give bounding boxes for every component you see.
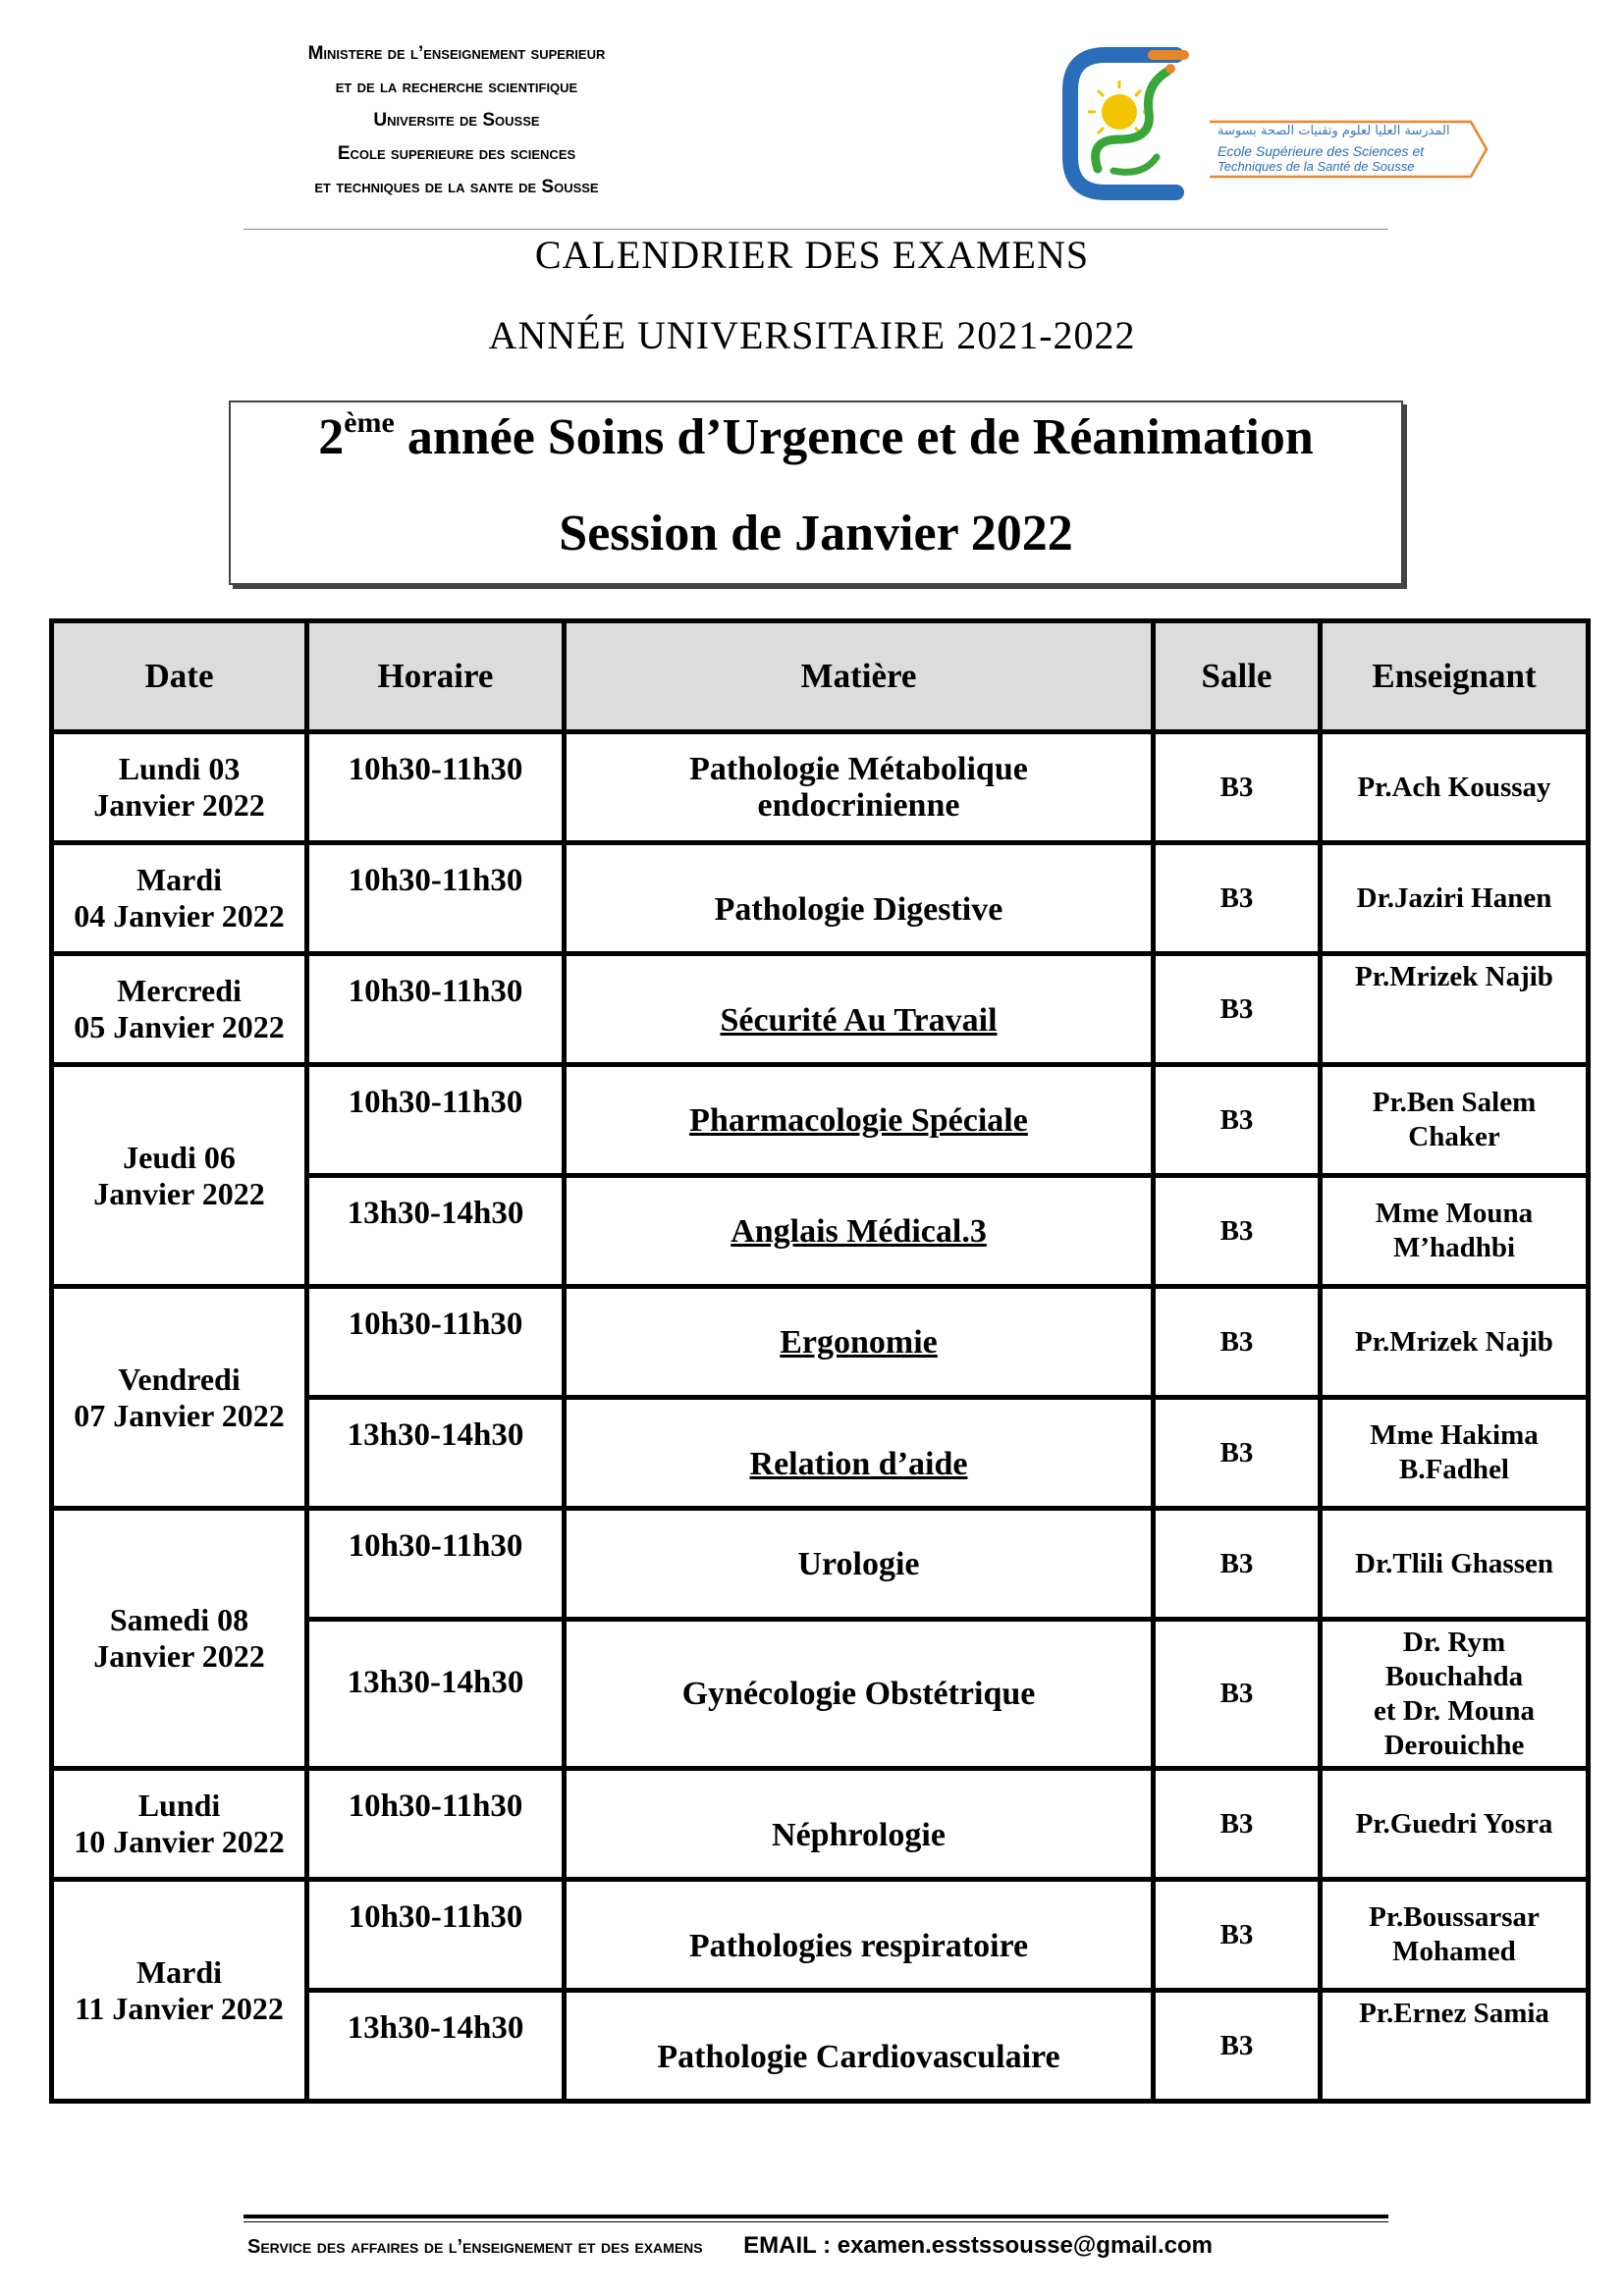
footer-email-label: EMAIL : xyxy=(743,2232,838,2259)
subject-cell xyxy=(565,1398,1154,1509)
table-row xyxy=(52,1287,1589,1398)
date-day: Lundi xyxy=(137,1788,221,1823)
room-cell: B3 xyxy=(1154,1991,1321,2102)
date-cell xyxy=(52,1880,307,2102)
ministry-line: et techniques de la sante de Sousse xyxy=(314,177,599,197)
time-cell: 10h30-11h30 xyxy=(307,1509,565,1620)
date-cell xyxy=(52,954,307,1065)
teacher-line: Pr.Guedri Yosra xyxy=(1355,1807,1553,1840)
teacher-line: Pr.Mrizek Najib xyxy=(1355,1325,1553,1358)
table-row xyxy=(52,954,1589,1065)
date-month: Janvier 2022 xyxy=(93,1638,265,1674)
subject-line: Sécurité Au Travail xyxy=(720,1001,998,1039)
room-cell: B3 xyxy=(1154,1509,1321,1620)
subject-line: Pathologie Digestive xyxy=(714,890,1003,928)
time-cell: 10h30-11h30 xyxy=(307,954,565,1065)
school-logo xyxy=(1058,41,1490,213)
subject-line: Ergonomie xyxy=(780,1323,938,1361)
subject-cell xyxy=(565,1620,1154,1769)
teacher-cell xyxy=(1321,1991,1589,2102)
room-cell: B3 xyxy=(1154,1176,1321,1287)
teacher-line: B.Fadhel xyxy=(1399,1454,1509,1485)
date-month: 07 Janvier 2022 xyxy=(74,1397,285,1433)
teacher-line: Pr.Mrizek Najib xyxy=(1355,961,1553,992)
academic-year-title: ANNÉE UNIVERSITAIRE 2021-2022 xyxy=(488,313,1136,357)
time-cell: 13h30-14h30 xyxy=(307,1620,565,1769)
date-day: Lundi 03 xyxy=(118,751,241,786)
table-row xyxy=(52,1065,1589,1176)
subject-line: endocrinienne xyxy=(757,787,960,824)
teacher-cell xyxy=(1321,1176,1589,1287)
teacher-cell xyxy=(1321,1769,1589,1880)
teacher-cell xyxy=(1321,1880,1589,1991)
teacher-cell xyxy=(1321,1620,1589,1769)
footer xyxy=(247,2232,1213,2260)
subject-line: Anglais Médical.3 xyxy=(731,1212,987,1250)
teacher-line: Mme Mouna xyxy=(1375,1198,1534,1229)
date-month: 10 Janvier 2022 xyxy=(74,1824,285,1859)
program-level-number: 2 xyxy=(318,409,345,465)
teacher-cell xyxy=(1321,1065,1589,1176)
subject-cell xyxy=(565,1991,1154,2102)
subject-cell xyxy=(565,954,1154,1065)
time-cell: 10h30-11h30 xyxy=(307,1287,565,1398)
subject-cell xyxy=(565,843,1154,954)
date-cell xyxy=(52,1287,307,1509)
teacher-line: Dr.Jaziri Hanen xyxy=(1356,881,1552,914)
column-header-time: Horaire xyxy=(307,621,565,732)
teacher-line: Pr.Ben Salem xyxy=(1372,1087,1537,1118)
date-cell xyxy=(52,1509,307,1769)
room-cell: B3 xyxy=(1154,1769,1321,1880)
date-day: Jeudi 06 xyxy=(123,1139,236,1175)
teacher-cell xyxy=(1321,1398,1589,1509)
teacher-cell xyxy=(1321,1287,1589,1398)
program-level-suffix: ème xyxy=(344,406,395,439)
teacher-line: Pr.Ernez Samia xyxy=(1359,1998,1549,2029)
subject-cell xyxy=(565,1880,1154,1991)
exam-schedule-table xyxy=(49,618,1591,2104)
table-row xyxy=(52,1880,1589,1991)
room-cell: B3 xyxy=(1154,1620,1321,1769)
logo-emblem-icon xyxy=(1058,41,1216,208)
date-day: Vendredi xyxy=(118,1361,241,1397)
table-row xyxy=(52,1509,1589,1620)
subject-cell xyxy=(565,1509,1154,1620)
date-day: Mercredi xyxy=(117,973,242,1008)
footer-divider-thin xyxy=(244,2221,1388,2222)
table-header-row xyxy=(52,621,1589,732)
teacher-cell xyxy=(1321,1509,1589,1620)
teacher-cell xyxy=(1321,732,1589,843)
subject-line: Pathologies respiratoire xyxy=(688,1927,1029,1964)
subject-line: Pharmacologie Spéciale xyxy=(689,1101,1028,1139)
ministry-line: Ecole superieure des sciences xyxy=(337,143,576,164)
program-title xyxy=(231,408,1401,466)
teacher-line: Derouichhe xyxy=(1383,1729,1525,1761)
subject-cell xyxy=(565,1065,1154,1176)
teacher-line: Dr.Tlili Ghassen xyxy=(1355,1547,1553,1579)
logo-arabic-text: المدرسة العليا لعلوم وتقنيات الصحة بسوسة xyxy=(1218,124,1450,138)
date-cell xyxy=(52,1065,307,1287)
time-cell: 10h30-11h30 xyxy=(307,1880,565,1991)
session-title: Session de Janvier 2022 xyxy=(559,506,1073,561)
subject-cell xyxy=(565,1769,1154,1880)
footer-service: Service des affaires de l’enseignement et des examens xyxy=(247,2236,703,2258)
room-cell: B3 xyxy=(1154,1880,1321,1991)
column-header-subject: Matière xyxy=(565,621,1154,732)
subject-line: Néphrologie xyxy=(772,1816,946,1853)
date-month: 11 Janvier 2022 xyxy=(75,1990,284,2026)
program-box xyxy=(229,400,1403,585)
date-day: Mardi xyxy=(135,1953,223,1990)
table-row xyxy=(52,732,1589,843)
column-header-room: Salle xyxy=(1154,621,1321,732)
time-cell: 13h30-14h30 xyxy=(307,1991,565,2102)
column-header-teacher: Enseignant xyxy=(1321,621,1589,732)
date-day: Mardi xyxy=(135,862,223,897)
date-month: Janvier 2022 xyxy=(93,1175,265,1211)
teacher-line: Mme Hakima xyxy=(1370,1419,1539,1451)
room-cell: B3 xyxy=(1154,1287,1321,1398)
teacher-line: Bouchahda xyxy=(1384,1660,1524,1692)
subject-line: Pathologie Métabolique xyxy=(689,751,1028,787)
table-row xyxy=(52,843,1589,954)
subject-cell xyxy=(565,1176,1154,1287)
teacher-line: et Dr. Mouna xyxy=(1373,1694,1536,1727)
header-divider xyxy=(244,229,1388,230)
room-cell: B3 xyxy=(1154,1398,1321,1509)
room-cell: B3 xyxy=(1154,1065,1321,1176)
table-row xyxy=(52,1769,1589,1880)
ministry-header xyxy=(226,37,687,204)
time-cell: 13h30-14h30 xyxy=(307,1176,565,1287)
date-month: Janvier 2022 xyxy=(93,787,265,823)
subject-cell xyxy=(565,732,1154,843)
subject-line: Pathologie Cardiovasculaire xyxy=(657,2038,1060,2075)
date-day: Samedi 08 xyxy=(109,1602,249,1637)
teacher-line: Pr.Boussarsar xyxy=(1369,1901,1540,1933)
date-cell xyxy=(52,732,307,843)
subject-line: Gynécologie Obstétrique xyxy=(681,1676,1036,1712)
logo-french-line1: Ecole Supérieure des Sciences et xyxy=(1218,143,1425,159)
room-cell: B3 xyxy=(1154,954,1321,1065)
date-cell xyxy=(52,1769,307,1880)
time-cell: 10h30-11h30 xyxy=(307,843,565,954)
teacher-line: Pr.Ach Koussay xyxy=(1357,771,1551,803)
program-name: année Soins d’Urgence et de Réanimation xyxy=(394,409,1314,465)
calendar-title: CALENDRIER DES EXAMENS xyxy=(534,233,1090,277)
logo-french-line2: Techniques de la Santé de Sousse xyxy=(1218,159,1415,174)
footer-email[interactable]: examen.esstssousse@gmail.com xyxy=(837,2232,1213,2259)
subject-line: Relation d’aide xyxy=(749,1445,968,1482)
time-cell: 10h30-11h30 xyxy=(307,732,565,843)
date-month: 05 Janvier 2022 xyxy=(74,1009,285,1044)
time-cell: 10h30-11h30 xyxy=(307,1065,565,1176)
time-cell: 10h30-11h30 xyxy=(307,1769,565,1880)
ministry-line: et de la recherche scientifique xyxy=(335,77,578,97)
column-header-date: Date xyxy=(52,621,307,732)
date-cell xyxy=(52,843,307,954)
teacher-line: Mohamed xyxy=(1392,1936,1516,1967)
footer-email-block xyxy=(743,2232,1213,2259)
time-cell: 13h30-14h30 xyxy=(307,1398,565,1509)
room-cell: B3 xyxy=(1154,732,1321,843)
teacher-line: Dr. Rym xyxy=(1402,1626,1506,1658)
teacher-cell xyxy=(1321,954,1589,1065)
teacher-cell xyxy=(1321,843,1589,954)
subject-line: Urologie xyxy=(797,1545,920,1582)
date-month: 04 Janvier 2022 xyxy=(74,898,285,934)
teacher-line: M’hadhbi xyxy=(1392,1232,1516,1263)
subject-cell xyxy=(565,1287,1154,1398)
footer-divider-thick xyxy=(244,2215,1388,2218)
teacher-line: Chaker xyxy=(1408,1121,1500,1152)
ministry-line: Universite de Sousse xyxy=(373,110,540,131)
room-cell: B3 xyxy=(1154,843,1321,954)
ministry-line: Ministere de l’enseignement superieur xyxy=(307,43,606,64)
